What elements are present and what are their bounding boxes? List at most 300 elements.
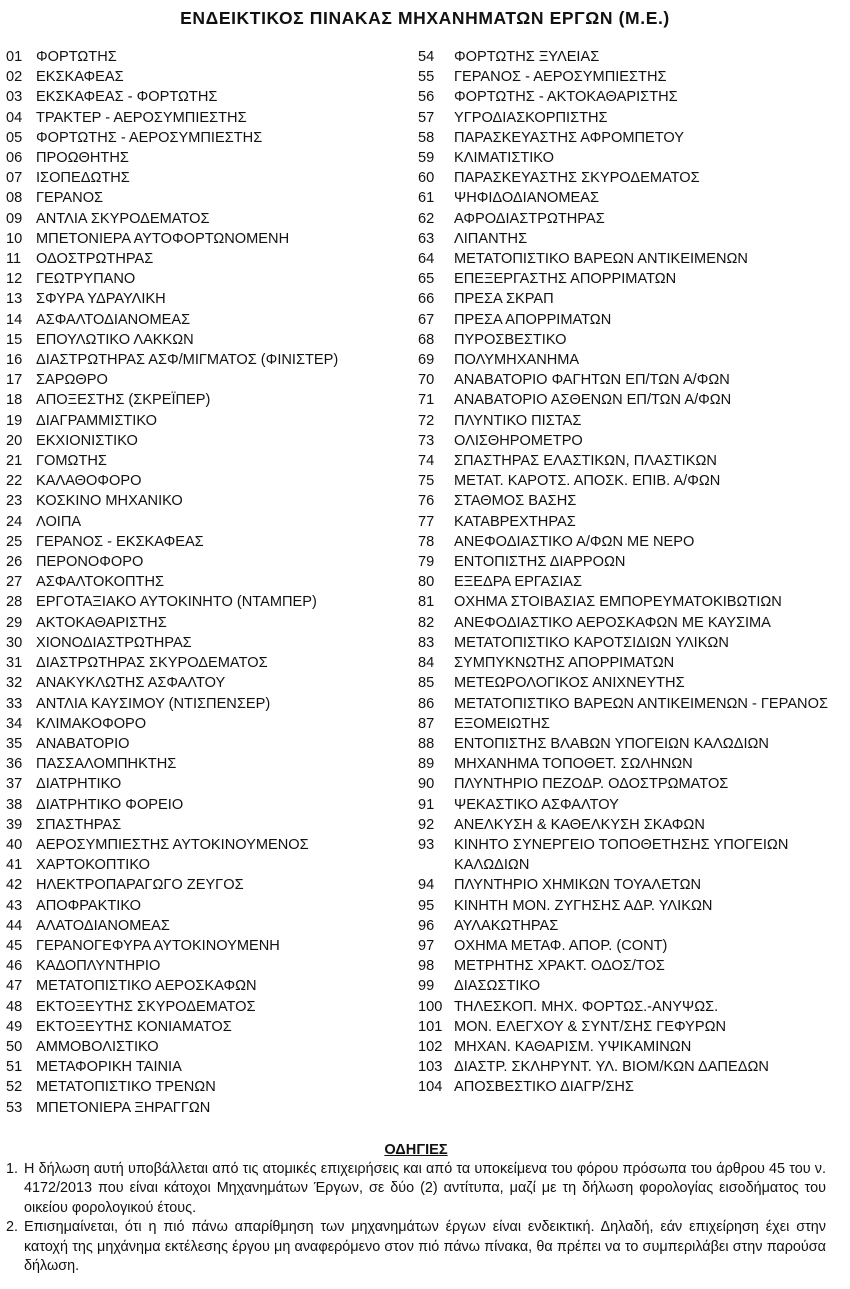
machinery-item-number: 29 (6, 614, 23, 631)
machinery-item-number: 104 (418, 1079, 443, 1096)
machinery-item-name: ΚΟΣΚΙΝΟ ΜΗΧΑΝΙΚΟ (36, 493, 183, 510)
machinery-item-name: ΠΟΛΥΜΗΧΑΝΗΜΑ (454, 352, 580, 369)
machinery-item-number: 54 (418, 49, 435, 65)
machinery-item-number: 97 (418, 937, 435, 954)
machinery-item-name: ΔΙΑΣΩΣΤΙΚΟ (454, 978, 541, 995)
machinery-item-name: ΑΥΛΑΚΩΤΗΡΑΣ (454, 917, 559, 934)
machinery-item-name: ΑΝΕΦΟΔΙΑΣΤΙΚΟ Α/ΦΩΝ ΜΕ ΝΕΡΟ (454, 533, 695, 550)
machinery-item-number: 08 (6, 190, 23, 207)
machinery-item-number: 47 (6, 978, 23, 995)
machinery-item-number: 35 (6, 735, 23, 752)
machinery-item (418, 229, 843, 249)
machinery-item (6, 269, 416, 289)
machinery-item-number: 38 (6, 796, 23, 813)
machinery-item (6, 1037, 416, 1057)
machinery-item (6, 734, 416, 754)
machinery-item-number: 53 (6, 1099, 23, 1116)
machinery-item-number: 95 (418, 897, 435, 914)
machinery-item-name: ΕΝΤΟΠΙΣΤΗΣ ΔΙΑΡΡΟΩΝ (454, 554, 626, 571)
machinery-item (6, 390, 416, 410)
machinery-item-number: 26 (6, 554, 23, 571)
machinery-item (6, 1017, 416, 1037)
machinery-item (418, 734, 843, 754)
machinery-item-name: ΧΙΟΝΟΔΙΑΣΤΡΩΤΗΡΑΣ (36, 634, 192, 651)
machinery-item-number: 42 (6, 877, 23, 894)
machinery-item (418, 916, 843, 936)
machinery-item (418, 350, 843, 370)
machinery-item-name: ΤΗΛΕΣΚΟΠ. ΜΗΧ. ΦΟΡΤΩΣ.-ΑΝΥΨΩΣ. (454, 998, 719, 1015)
machinery-item-number: 06 (6, 150, 23, 167)
machinery-item-name: ΑΝΑΒΑΤΟΡΙΟ ΦΑΓΗΤΩΝ ΕΠ/ΤΩΝ Α/ΦΩΝ (454, 372, 730, 389)
machinery-item (6, 330, 416, 350)
machinery-item (6, 67, 416, 87)
machinery-item-name: ΚΙΝΗΤΟ ΣΥΝΕΡΓΕΙΟ ΤΟΠΟΘΕΤΗΣΗΣ ΥΠΟΓΕΙΩΝ ΚΑΛΩΔΙΩΝ (454, 836, 789, 874)
machinery-item-name: ΠΑΡΑΣΚΕΥΑΣΤΗΣ ΣΚΥΡΟΔΕΜΑΤΟΣ (454, 170, 700, 187)
instruction-text: Επισημαίνεται, ότι η πιό πάνω απαρίθμηση των μηχανημάτων έργων είναι ενδεικτική. Δηλαδή, εάν επιχείρηση έχει στην κατοχή της μηχάνημα εκτέλεσης έργου μη αναφερόμενο στον πιό πάνω πίνακα, θα πρέπει να το συμπεριλάβει στην παρούσα δήλωση. (24, 1219, 826, 1275)
machinery-item (418, 1037, 843, 1057)
machinery-item-name: ΜΠΕΤΟΝΙΕΡΑ ΞΗΡΑΓΓΩΝ (36, 1099, 211, 1116)
machinery-item-name: ΚΑΤΑΒΡΕΧΤΗΡΑΣ (454, 513, 576, 530)
machinery-item-number: 100 (418, 998, 443, 1015)
machinery-item (6, 431, 416, 451)
machinery-item-name: ΟΧΗΜΑ ΜΕΤΑΦ. ΑΠΟΡ. (CONT) (454, 937, 668, 954)
machinery-item-name: ΣΦΥΡΑ ΥΔΡΑΥΛΙΚΗ (36, 291, 166, 308)
machinery-item-number: 16 (6, 352, 23, 369)
machinery-item-number: 17 (6, 372, 23, 389)
machinery-item-name: ΠΑΡΑΣΚΕΥΑΣΤΗΣ ΑΦΡΟΜΠΕΤΟΥ (454, 129, 685, 146)
machinery-item-number: 93 (418, 836, 435, 853)
machinery-item (6, 209, 416, 229)
machinery-item (6, 875, 416, 895)
machinery-item-name: ΓΕΩΤΡΥΠΑΝΟ (36, 271, 136, 288)
machinery-list-left (6, 47, 416, 1118)
machinery-item-name: ΜΕΤΡΗΤΗΣ ΧΡΑΚΤ. ΟΔΟΣ/ΤΟΣ (454, 958, 665, 975)
machinery-item-number: 13 (6, 291, 23, 308)
machinery-item (6, 694, 416, 714)
machinery-item-number: 59 (418, 150, 435, 167)
machinery-item (418, 997, 843, 1017)
machinery-item-name: ΕΚΣΚΑΦΕΑΣ (36, 69, 124, 86)
machinery-item-number: 51 (6, 1059, 23, 1076)
machinery-item-number: 12 (6, 271, 23, 288)
machinery-item-number: 75 (418, 473, 435, 490)
machinery-item-name: ΑΛΑΤΟΔΙΑΝΟΜΕΑΣ (36, 917, 170, 934)
machinery-item-number: 32 (6, 675, 23, 692)
machinery-item-name: ΑΜΜΟΒΟΛΙΣΤΙΚΟ (36, 1038, 159, 1055)
machinery-item-name: ΕΚΤΟΞΕΥΤΗΣ ΚΟΝΙΑΜΑΤΟΣ (36, 1018, 232, 1035)
machinery-item-name: ΑΝΕΦΟΔΙΑΣΤΙΚΟ ΑΕΡΟΣΚΑΦΩΝ ΜΕ ΚΑΥΣΙΜΑ (454, 614, 771, 631)
machinery-item-name: ΑΝΤΛΙΑ ΣΚΥΡΟΔΕΜΑΤΟΣ (36, 210, 210, 227)
machinery-item-name: ΦΟΡΤΩΤΗΣ (36, 49, 117, 65)
machinery-item-name: ΜΠΕΤΟΝΙΕΡΑ ΑΥΤΟΦΟΡΤΩΝΟΜΕΝΗ (36, 230, 290, 247)
machinery-item-name: ΔΙΑΣΤΡ. ΣΚΛΗΡΥΝΤ. ΥΛ. ΒΙΟΜ/ΚΩΝ ΔΑΠΕΔΩΝ (454, 1059, 769, 1076)
machinery-item-number: 30 (6, 634, 23, 651)
machinery-item (418, 976, 843, 996)
machinery-item-name: ΠΡΟΩΘΗΤΗΣ (36, 150, 129, 167)
machinery-item-number: 01 (6, 49, 23, 65)
machinery-item (6, 451, 416, 471)
machinery-item-name: ΕΚΣΚΑΦΕΑΣ - ΦΟΡΤΩΤΗΣ (36, 89, 218, 106)
machinery-item-name: ΓΕΡΑΝΟΣ - ΕΚΣΚΑΦΕΑΣ (36, 533, 204, 550)
machinery-item (6, 552, 416, 572)
machinery-item-number: 50 (6, 1038, 23, 1055)
machinery-item-number: 87 (418, 715, 435, 732)
machinery-item-name: ΟΔΟΣΤΡΩΤΗΡΑΣ (36, 251, 154, 268)
machinery-item-number: 25 (6, 533, 23, 550)
machinery-item (418, 774, 843, 794)
machinery-item-number: 56 (418, 89, 435, 106)
machinery-item-number: 57 (418, 109, 435, 126)
machinery-item-name: ΑΝΤΛΙΑ ΚΑΥΣΙΜΟΥ (ΝΤΙΣΠΕΝΣΕΡ) (36, 695, 271, 712)
machinery-item-name: ΠΑΣΣΑΛΟΜΠΗΚΤΗΣ (36, 756, 177, 773)
machinery-item-number: 05 (6, 129, 23, 146)
machinery-item-number: 39 (6, 816, 23, 833)
machinery-item-name: ΔΙΑΤΡΗΤΙΚΟ (36, 776, 122, 793)
machinery-item-name: ΜΕΤΑΤΟΠΙΣΤΙΚΟ ΤΡΕΝΩΝ (36, 1079, 216, 1096)
machinery-item-name: ΑΝΑΚΥΚΛΩΤΗΣ ΑΣΦΑΛΤΟΥ (36, 675, 226, 692)
machinery-item-number: 36 (6, 756, 23, 773)
machinery-item-name: ΠΥΡΟΣΒΕΣΤΙΚΟ (454, 331, 567, 348)
machinery-item (6, 997, 416, 1017)
machinery-item-number: 67 (418, 311, 435, 328)
instructions-section (6, 1140, 826, 1276)
machinery-item (418, 875, 843, 895)
machinery-item (418, 1017, 843, 1037)
machinery-item-name: ΠΕΡΟΝΟΦΟΡΟ (36, 554, 144, 571)
machinery-item-number: 46 (6, 958, 23, 975)
machinery-item-name: ΕΠΕΞΕΡΓΑΣΤΗΣ ΑΠΟΡΡΙΜΑΤΩΝ (454, 271, 677, 288)
machinery-item-number: 69 (418, 352, 435, 369)
machinery-item-name: ΣΤΑΘΜΟΣ ΒΑΣΗΣ (454, 493, 577, 510)
machinery-item-name: ΟΛΙΣΘΗΡΟΜΕΤΡΟ (454, 432, 583, 449)
machinery-item-number: 94 (418, 877, 435, 894)
machinery-item (6, 1077, 416, 1097)
machinery-item-name: ΠΛΥΝΤΗΡΙΟ ΠΕΖΟΔΡ. ΟΔΟΣΤΡΩΜΑΤΟΣ (454, 776, 729, 793)
machinery-item-name: ΔΙΑΣΤΡΩΤΗΡΑΣ ΣΚΥΡΟΔΕΜΑΤΟΣ (36, 655, 268, 672)
machinery-item (418, 633, 843, 653)
machinery-item-number: 73 (418, 432, 435, 449)
machinery-item (418, 673, 843, 693)
machinery-item (418, 451, 843, 471)
machinery-item (6, 613, 416, 633)
machinery-item (418, 209, 843, 229)
machinery-item-number: 63 (418, 230, 435, 247)
instruction-item (6, 1160, 826, 1218)
machinery-item-name: ΜΗΧΑΝ. ΚΑΘΑΡΙΣΜ. ΥΨΙΚΑΜΙΝΩΝ (454, 1038, 692, 1055)
machinery-item (418, 714, 843, 734)
machinery-item (418, 411, 843, 431)
machinery-item-number: 40 (6, 836, 23, 853)
machinery-item-name: ΑΝΑΒΑΤΟΡΙΟ (36, 735, 130, 752)
machinery-item-number: 45 (6, 937, 23, 954)
machinery-item (418, 956, 843, 976)
machinery-item (418, 128, 843, 148)
machinery-item-number: 64 (418, 251, 435, 268)
machinery-item-name: ΦΟΡΤΩΤΗΣ ΞΥΛΕΙΑΣ (454, 49, 600, 65)
machinery-item-name: ΟΧΗΜΑ ΣΤΟΙΒΑΣΙΑΣ ΕΜΠΟΡΕΥΜΑΤΟΚΙΒΩΤΙΩΝ (454, 594, 782, 611)
machinery-item (6, 754, 416, 774)
machinery-item-name: ΓΟΜΩΤΗΣ (36, 453, 107, 470)
machinery-item (418, 310, 843, 330)
machinery-item-name: ΜΕΤΕΩΡΟΛΟΓΙΚΟΣ ΑΝΙΧΝΕΥΤΗΣ (454, 675, 685, 692)
machinery-item-name: ΕΚΧΙΟΝΙΣΤΙΚΟ (36, 432, 138, 449)
machinery-item (6, 916, 416, 936)
machinery-item-name: ΨΕΚΑΣΤΙΚΟ ΑΣΦΑΛΤΟΥ (454, 796, 619, 813)
machinery-item-name: ΚΑΛΑΘΟΦΟΡΟ (36, 473, 142, 490)
machinery-item-number: 41 (6, 857, 23, 874)
machinery-item (6, 936, 416, 956)
machinery-item-name: ΕΠΟΥΛΩΤΙΚΟ ΛΑΚΚΩΝ (36, 331, 194, 348)
machinery-item-name: ΚΙΝΗΤΗ ΜΟΝ. ΖΥΓΗΣΗΣ ΑΔΡ. ΥΛΙΚΩΝ (454, 897, 713, 914)
machinery-item-name: ΤΡΑΚΤΕΡ - ΑΕΡΟΣΥΜΠΙΕΣΤΗΣ (36, 109, 247, 126)
machinery-item (6, 714, 416, 734)
machinery-item (6, 370, 416, 390)
machinery-item-name: ΣΠΑΣΤΗΡΑΣ ΕΛΑΣΤΙΚΩΝ, ΠΛΑΣΤΙΚΩΝ (454, 453, 717, 470)
machinery-item-number: 44 (6, 917, 23, 934)
machinery-item-number: 76 (418, 493, 435, 510)
machinery-item-name: ΜΕΤΑΤΟΠΙΣΤΙΚΟ ΑΕΡΟΣΚΑΦΩΝ (36, 978, 257, 995)
machinery-item-name: ΨΗΦΙΔΟΔΙΑΝΟΜΕΑΣ (454, 190, 599, 207)
machinery-item (6, 168, 416, 188)
machinery-item-name: ΜΕΤΑΤΟΠΙΣΤΙΚΟ ΒΑΡΕΩΝ ΑΝΤΙΚΕΙΜΕΝΩΝ (454, 251, 748, 268)
machinery-item (418, 572, 843, 592)
machinery-item-number: 18 (6, 392, 23, 409)
machinery-item-name: ΓΕΡΑΝΟΓΕΦΥΡΑ ΑΥΤΟΚΙΝΟΥΜΕΝΗ (36, 937, 280, 954)
machinery-item-name: ΑΣΦΑΛΤΟΚΟΠΤΗΣ (36, 574, 165, 591)
machinery-item-name: ΚΛΙΜΑΚΟΦΟΡΟ (36, 715, 147, 732)
machinery-item (6, 310, 416, 330)
machinery-item (418, 370, 843, 390)
machinery-item-number: 22 (6, 473, 23, 490)
machinery-item-number: 101 (418, 1018, 443, 1035)
machinery-item-number: 62 (418, 210, 435, 227)
machinery-item-number: 09 (6, 210, 23, 227)
machinery-item (6, 956, 416, 976)
machinery-item-name: ΓΕΡΑΝΟΣ - ΑΕΡΟΣΥΜΠΙΕΣΤΗΣ (454, 69, 667, 86)
machinery-item (418, 592, 843, 612)
machinery-item (6, 976, 416, 996)
machinery-item-name: ΜΕΤΑΤΟΠΙΣΤΙΚΟ ΒΑΡΕΩΝ ΑΝΤΙΚΕΙΜΕΝΩΝ - ΓΕΡΑΝΟΣ (454, 695, 828, 712)
machinery-item-name: ΦΟΡΤΩΤΗΣ - ΑΕΡΟΣΥΜΠΙΕΣΤΗΣ (36, 129, 263, 146)
machinery-item-number: 80 (418, 574, 435, 591)
machinery-item-number: 15 (6, 331, 23, 348)
machinery-item (6, 532, 416, 552)
machinery-item (418, 613, 843, 633)
machinery-item-number: 88 (418, 735, 435, 752)
machinery-item (6, 855, 416, 875)
machinery-item (6, 249, 416, 269)
machinery-item (6, 148, 416, 168)
instruction-text: Η δήλωση αυτή υποβάλλεται από τις ατομικές επιχειρήσεις και από τα υποκείμενα του φόρου πρόσωπα του άρθρου 45 του ν. 4172/2013 που είναι κάτοχοι Μηχανημάτων Έργων, σε δύο (2) αντίτυπα, μαζί με τη δήλωση φορολογίας εισοδήματος του οικείου φορολογικού έτους. (24, 1161, 826, 1216)
machinery-item (418, 67, 843, 87)
machinery-item (6, 350, 416, 370)
machinery-item-number: 21 (6, 453, 23, 470)
machinery-item (418, 249, 843, 269)
machinery-item-number: 89 (418, 756, 435, 773)
machinery-item (418, 471, 843, 491)
machinery-item (6, 835, 416, 855)
machinery-item-number: 78 (418, 533, 435, 550)
machinery-item-name: ΗΛΕΚΤΡΟΠΑΡΑΓΩΓΟ ΖΕΥΓΟΣ (36, 877, 244, 894)
machinery-item-number: 27 (6, 574, 23, 591)
machinery-item (6, 108, 416, 128)
machinery-item (418, 795, 843, 815)
machinery-item (418, 815, 843, 835)
machinery-item-number: 92 (418, 816, 435, 833)
machinery-item-name: ΜΕΤΑΤΟΠΙΣΤΙΚΟ ΚΑΡΟΤΣΙΔΙΩΝ ΥΛΙΚΩΝ (454, 634, 729, 651)
machinery-item-name: ΚΑΔΟΠΛΥΝΤΗΡΙΟ (36, 958, 161, 975)
machinery-item-name: ΕΞΟΜΕΙΩΤΗΣ (454, 715, 550, 732)
instruction-number: 1. (6, 1161, 19, 1177)
machinery-item (6, 188, 416, 208)
machinery-item-number: 86 (418, 695, 435, 712)
machinery-item (6, 87, 416, 107)
machinery-item-number: 10 (6, 230, 23, 247)
machinery-item-name: ΠΡΕΣΑ ΣΚΡΑΠ (454, 291, 554, 308)
machinery-item (418, 552, 843, 572)
machinery-item-number: 83 (418, 634, 435, 651)
machinery-item-name: ΠΛΥΝΤΗΡΙΟ ΧΗΜΙΚΩΝ ΤΟΥΑΛΕΤΩΝ (454, 877, 702, 894)
machinery-item-number: 07 (6, 170, 23, 187)
machinery-item-number: 79 (418, 554, 435, 571)
machinery-item (6, 512, 416, 532)
machinery-item-name: ΕΞΕΔΡΑ ΕΡΓΑΣΙΑΣ (454, 574, 583, 591)
machinery-item-number: 102 (418, 1038, 443, 1055)
machinery-item (418, 491, 843, 511)
machinery-item-number: 33 (6, 695, 23, 712)
machinery-item-name: ΣΠΑΣΤΗΡΑΣ (36, 816, 122, 833)
machinery-item-number: 14 (6, 311, 23, 328)
machinery-item-number: 71 (418, 392, 435, 409)
machinery-item-name: ΠΛΥΝΤΙΚΟ ΠΙΣΤΑΣ (454, 412, 582, 429)
machinery-item (418, 653, 843, 673)
machinery-item-number: 60 (418, 170, 435, 187)
machinery-item-number: 58 (418, 129, 435, 146)
machinery-item-number: 61 (418, 190, 435, 207)
machinery-item-number: 82 (418, 614, 435, 631)
machinery-item (418, 289, 843, 309)
machinery-item-number: 77 (418, 513, 435, 530)
machinery-item-number: 23 (6, 493, 23, 510)
machinery-item (6, 673, 416, 693)
machinery-item-name: ΑΕΡΟΣΥΜΠΙΕΣΤΗΣ ΑΥΤΟΚΙΝΟΥΜΕΝΟΣ (36, 836, 309, 853)
machinery-item-number: 19 (6, 412, 23, 429)
machinery-item-name: ΔΙΑΓΡΑΜΜΙΣΤΙΚΟ (36, 412, 157, 429)
machinery-item-number: 90 (418, 776, 435, 793)
machinery-item-number: 20 (6, 432, 23, 449)
machinery-item-number: 103 (418, 1059, 443, 1076)
machinery-item (418, 512, 843, 532)
machinery-item-number: 03 (6, 89, 23, 106)
machinery-item (6, 491, 416, 511)
machinery-item-number: 55 (418, 69, 435, 86)
machinery-item-number: 84 (418, 655, 435, 672)
machinery-item-name: ΚΛΙΜΑΤΙΣΤΙΚΟ (454, 150, 554, 167)
machinery-item-name: ΛΙΠΑΝΤΗΣ (454, 230, 528, 247)
machinery-item (418, 532, 843, 552)
machinery-item (6, 572, 416, 592)
machinery-item-number: 91 (418, 796, 435, 813)
machinery-item-name: ΕΝΤΟΠΙΣΤΗΣ ΒΛΑΒΩΝ ΥΠΟΓΕΙΩΝ ΚΑΛΩΔΙΩΝ (454, 735, 769, 752)
machinery-item (6, 289, 416, 309)
machinery-item-number: 68 (418, 331, 435, 348)
machinery-item (6, 653, 416, 673)
instructions-list (6, 1160, 826, 1276)
machinery-item-name: ΓΕΡΑΝΟΣ (36, 190, 104, 207)
machinery-item-name: ΦΟΡΤΩΤΗΣ - ΑΚΤΟΚΑΘΑΡΙΣΤΗΣ (454, 89, 678, 106)
machinery-item (6, 774, 416, 794)
instructions-title: ΟΔΗΓΙΕΣ (384, 1142, 448, 1158)
machinery-item (6, 1098, 416, 1118)
machinery-item-name: ΥΓΡΟΔΙΑΣΚΟΡΠΙΣΤΗΣ (454, 109, 608, 126)
machinery-item-number: 04 (6, 109, 23, 126)
machinery-item-number: 02 (6, 69, 23, 86)
machinery-item-number: 52 (6, 1079, 23, 1096)
machinery-item (6, 411, 416, 431)
instruction-item (6, 1218, 826, 1276)
machinery-item (6, 229, 416, 249)
machinery-item-number: 70 (418, 372, 435, 389)
machinery-item-name: ΠΡΕΣΑ ΑΠΟΡΡΙΜΑΤΩΝ (454, 311, 612, 328)
machinery-item (6, 896, 416, 916)
machinery-item-number: 99 (418, 978, 435, 995)
machinery-item-name: ΑΠΟΞΕΣΤΗΣ (ΣΚΡΕΪΠΕΡ) (36, 392, 211, 409)
machinery-item-name: ΑΠΟΣΒΕΣΤΙΚΟ ΔΙΑΓΡ/ΣΗΣ (454, 1079, 634, 1096)
machinery-item-name: ΜΗΧΑΝΗΜΑ ΤΟΠΟΘΕΤ. ΣΩΛΗΝΩΝ (454, 756, 693, 773)
machinery-item (418, 694, 843, 714)
machinery-item-name: ΕΡΓΟΤΑΞΙΑΚΟ ΑΥΤΟΚΙΝΗΤΟ (ΝΤΑΜΠΕΡ) (36, 594, 317, 611)
machinery-item-name: ΜΕΤΑΤ. ΚΑΡΟΤΣ. ΑΠΟΣΚ. ΕΠΙΒ. Α/ΦΩΝ (454, 473, 721, 490)
machinery-list-right (418, 47, 843, 1098)
machinery-item-name: ΛΟΙΠΑ (36, 513, 82, 530)
machinery-item (6, 47, 416, 67)
machinery-item (418, 148, 843, 168)
machinery-item-number: 28 (6, 594, 23, 611)
machinery-item-name: ΣΥΜΠΥΚΝΩΤΗΣ ΑΠΟΡΡΙΜΑΤΩΝ (454, 655, 675, 672)
instruction-number: 2. (6, 1219, 19, 1236)
machinery-item (418, 1057, 843, 1077)
machinery-item (418, 47, 843, 67)
machinery-item (6, 128, 416, 148)
machinery-item-name: ΑΝΑΒΑΤΟΡΙΟ ΑΣΘΕΝΩΝ ΕΠ/ΤΩΝ Α/ΦΩΝ (454, 392, 732, 409)
machinery-item (418, 390, 843, 410)
machinery-item (6, 633, 416, 653)
machinery-item-name: ΣΑΡΩΘΡΟ (36, 372, 108, 389)
machinery-item (418, 330, 843, 350)
machinery-item-name: ΑΚΤΟΚΑΘΑΡΙΣΤΗΣ (36, 614, 167, 631)
machinery-item (6, 471, 416, 491)
machinery-item (418, 168, 843, 188)
machinery-item-name: ΜΟΝ. ΕΛΕΓΧΟΥ & ΣΥΝΤ/ΣΗΣ ΓΕΦΥΡΩΝ (454, 1018, 727, 1035)
machinery-item (418, 936, 843, 956)
machinery-item (418, 754, 843, 774)
machinery-item-number: 48 (6, 998, 23, 1015)
machinery-item-name: ΜΕΤΑΦΟΡΙΚΗ ΤΑΙΝΙΑ (36, 1059, 182, 1076)
machinery-item-name: ΑΣΦΑΛΤΟΔΙΑΝΟΜΕΑΣ (36, 311, 191, 328)
machinery-item (6, 1057, 416, 1077)
machinery-item-number: 11 (6, 251, 22, 268)
machinery-item-number: 31 (6, 655, 23, 672)
machinery-item (6, 815, 416, 835)
machinery-item-number: 34 (6, 715, 23, 732)
machinery-item-number: 65 (418, 271, 435, 288)
machinery-item-number: 72 (418, 412, 435, 429)
machinery-item-number: 24 (6, 513, 23, 530)
machinery-item-name: ΑΝΕΛΚΥΣΗ & ΚΑΘΕΛΚΥΣΗ ΣΚΑΦΩΝ (454, 816, 705, 833)
machinery-item-name: ΑΦΡΟΔΙΑΣΤΡΩΤΗΡΑΣ (454, 210, 605, 227)
machinery-item-number: 85 (418, 675, 435, 692)
machinery-item (418, 269, 843, 289)
